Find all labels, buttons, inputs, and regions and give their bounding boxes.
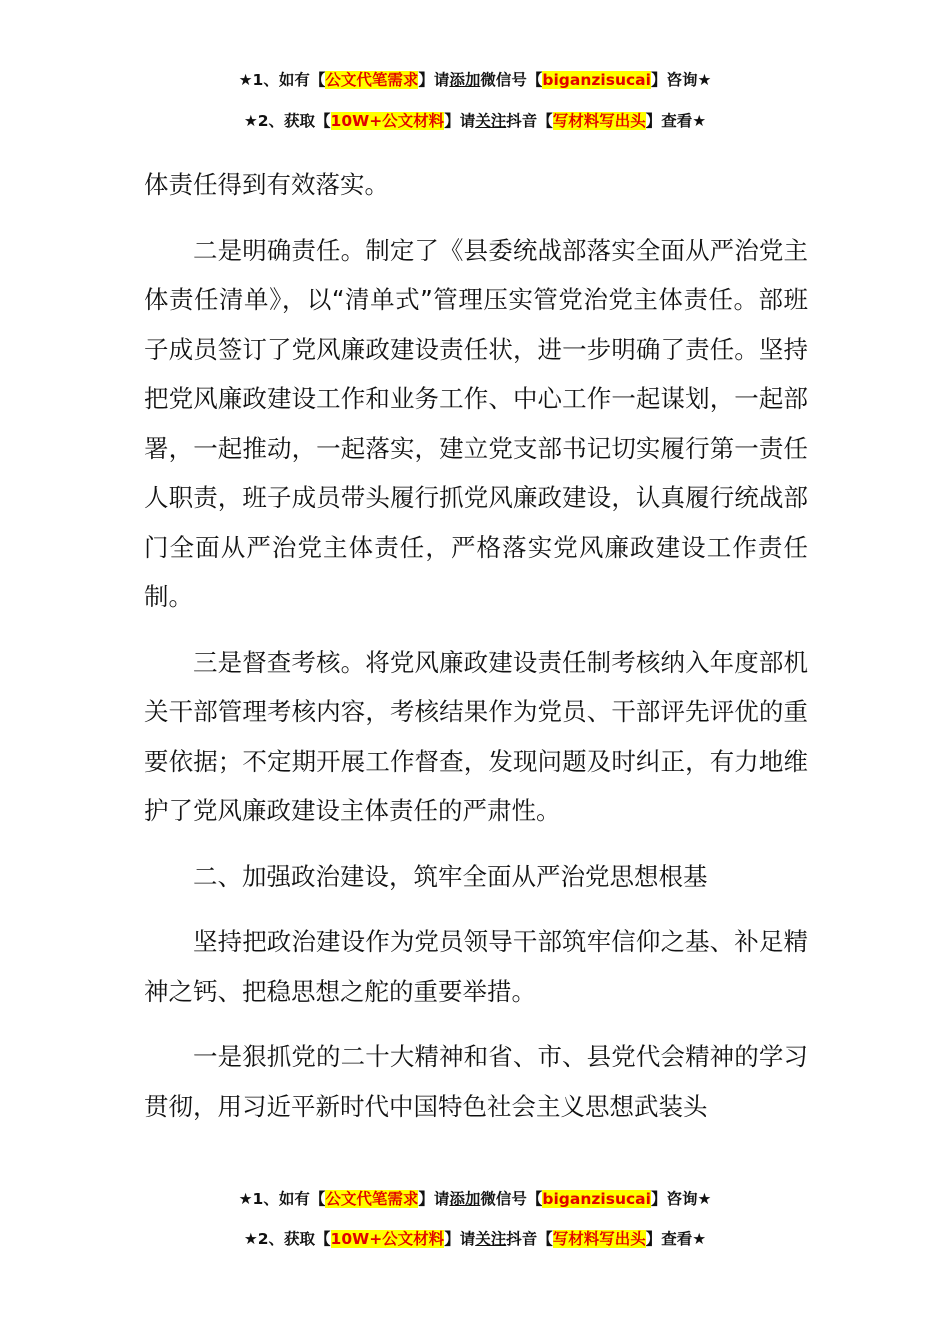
banner-suffix: 】查看★ — [645, 112, 707, 130]
footer-banner-line-1 — [0, 1187, 950, 1211]
banner-underlined-text: 添加 — [449, 71, 481, 89]
document-body — [144, 160, 808, 1147]
body-paragraph-4: 坚持把政治建设作为党员领导干部筑牢信仰之基、补足精神之钙、把稳思想之舵的重要举措。 — [144, 927, 808, 1006]
banner-highlight-service: 公文代笔需求 — [325, 71, 419, 89]
body-paragraph-3: 三是督查考核。将党风廉政建设责任制考核纳入年度部机关干部管理考核内容，考核结果作为党员、干部评先评优的重要依据；不定期开展工作督查，发现问题及时纠正，有力地维护了党风廉政建设主体责任的严肃性。 — [144, 647, 808, 825]
banner-highlight-materials: 10W+公文材料 — [330, 112, 445, 130]
banner-prefix: ★2、获取【 — [243, 112, 331, 130]
banner-highlight-wechat-id: biganzisucai — [542, 1190, 651, 1208]
banner-highlight-douyin-id: 写材料写出头 — [552, 112, 646, 130]
body-paragraph-1: 体责任得到有效落实。 — [144, 170, 389, 199]
banner-suffix: 】咨询★ — [650, 71, 712, 89]
body-paragraph-2: 二是明确责任。制定了《县委统战部落实全面从严治党主体责任清单》，以“清单式”管理压实管党治党主体责任。部班子成员签订了党风廉政建设责任状，进一步明确了责任。坚持把党风廉政建设工作和业务工作、中心工作一起谋划，一起部署，一起推动，一起落实，建立党支部书记切实履行第一责任人职责，班子成员带头履行抓党风廉政建设，认真履行统战部门全面从严治党主体责任，严格落实党风廉政建设工作责任制。 — [144, 235, 808, 611]
banner-text: 】请 — [418, 71, 450, 89]
banner-prefix: ★1、如有【 — [238, 71, 326, 89]
banner-prefix: ★1、如有【 — [238, 1190, 326, 1208]
banner-suffix: 】查看★ — [645, 1230, 707, 1248]
banner-text: 微信号【 — [480, 71, 543, 89]
banner-text: 抖音【 — [506, 112, 553, 130]
banner-text: 微信号【 — [480, 1190, 543, 1208]
body-paragraph-5: 一是狠抓党的二十大精神和省、市、县党代会精神的学习贯彻，用习近平新时代中国特色社会主义思想武装头 — [144, 1042, 808, 1121]
header-banner-line-1 — [0, 68, 950, 92]
header-banner-line-2 — [0, 109, 950, 133]
banner-text: 】请 — [418, 1190, 450, 1208]
banner-highlight-service: 公文代笔需求 — [325, 1190, 419, 1208]
banner-underlined-text: 添加 — [449, 1190, 481, 1208]
banner-text: 抖音【 — [506, 1230, 553, 1248]
footer-banner-line-2 — [0, 1227, 950, 1251]
banner-highlight-wechat-id: biganzisucai — [542, 71, 651, 89]
banner-prefix: ★2、获取【 — [243, 1230, 331, 1248]
banner-underlined-text: 关注 — [475, 1230, 507, 1248]
banner-suffix: 】咨询★ — [650, 1190, 712, 1208]
banner-highlight-materials: 10W+公文材料 — [330, 1230, 445, 1248]
banner-underlined-text: 关注 — [475, 112, 507, 130]
banner-highlight-douyin-id: 写材料写出头 — [552, 1230, 646, 1248]
banner-text: 】请 — [444, 1230, 476, 1248]
banner-text: 】请 — [444, 112, 476, 130]
section-heading: 二、加强政治建设，筑牢全面从严治党思想根基 — [193, 861, 708, 891]
